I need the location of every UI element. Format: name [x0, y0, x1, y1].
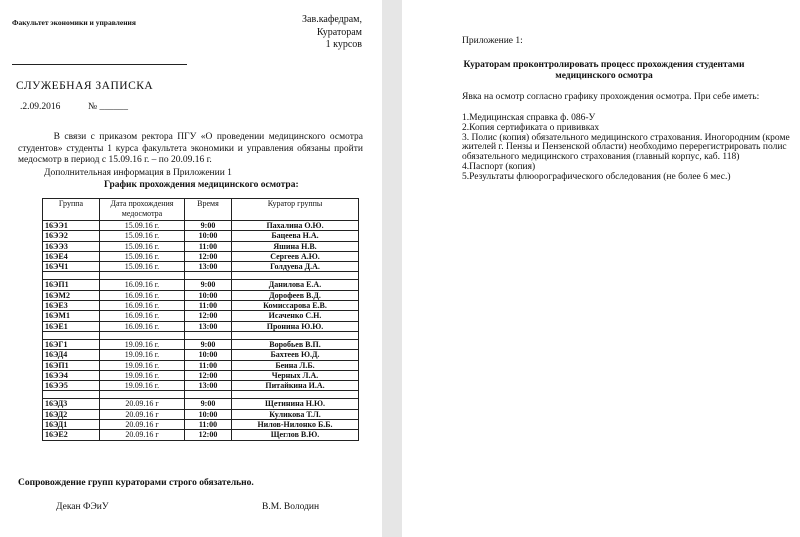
- table-spacer-row: [43, 331, 359, 339]
- appendix-title: Кураторам проконтролировать процесс прохождения студентами медицинского осмотра: [463, 60, 745, 81]
- curator-cell: [232, 272, 359, 280]
- addressee-block: [302, 14, 362, 52]
- group-cell: 16ЭЕ1: [43, 321, 100, 331]
- addressee-line: 1 курсов: [325, 39, 362, 50]
- requirements-list: [462, 114, 800, 183]
- memo-body: [18, 132, 363, 167]
- time-cell: 10:00: [185, 290, 232, 300]
- time-cell: 9:00: [185, 221, 232, 231]
- table-row: [43, 430, 359, 440]
- table-row: [43, 399, 359, 409]
- group-cell: 16ЭП1: [43, 280, 100, 290]
- list-item: 2.Копия сертификата о прививках: [462, 122, 600, 133]
- group-cell: 16ЭД4: [43, 350, 100, 360]
- time-cell: 9:00: [185, 399, 232, 409]
- table-row: [43, 262, 359, 272]
- table-row: [43, 409, 359, 419]
- date-cell: 16.09.16 г.: [100, 290, 185, 300]
- curator-cell: Питайкина И.А.: [232, 381, 359, 391]
- curator-cell: Куликова Т.Л.: [232, 409, 359, 419]
- date-cell: 15.09.16 г.: [100, 262, 185, 272]
- date-cell: 20.09.16 г: [100, 420, 185, 430]
- date-cell: 16.09.16 г.: [100, 280, 185, 290]
- group-cell: 16ЭЭ2: [43, 231, 100, 241]
- group-cell: 16ЭД2: [43, 409, 100, 419]
- curator-cell: Исаченко С.Н.: [232, 311, 359, 321]
- curator-cell: Щеглов В.Ю.: [232, 430, 359, 440]
- header-date: Дата прохождения медосмотра: [100, 199, 185, 221]
- dean-title: Декан ФЭиУ: [56, 502, 109, 512]
- list-item: 3. Полис (копия) обязательного медицинского страхования. Иногородним (кроме жителей г. Пензы и Пензенской области) необходимо перерегистрировать полис обязательного медицинского страхования (главный корпус, каб. 118): [462, 132, 790, 163]
- list-item: 1.Медицинская справка ф. 086-У: [462, 113, 596, 123]
- time-cell: 11:00: [185, 241, 232, 251]
- time-cell: 13:00: [185, 321, 232, 331]
- table-row: [43, 311, 359, 321]
- additional-info: Дополнительная информация в Приложении 1: [44, 168, 232, 178]
- signatory-name: В.М. Володин: [262, 502, 320, 512]
- curator-cell: Бахтеев Ю.Д.: [232, 350, 359, 360]
- addressee-line: Кураторам: [316, 26, 362, 38]
- curator-cell: Дорофеев В.Д.: [232, 290, 359, 300]
- table-row: [43, 301, 359, 311]
- curator-cell: Черных Л.А.: [232, 370, 359, 380]
- group-cell: 16ЭМ1: [43, 311, 100, 321]
- table-row: [43, 339, 359, 349]
- table-row: [43, 241, 359, 251]
- group-cell: 16ЭЧ1: [43, 262, 100, 272]
- date-cell: 16.09.16 г.: [100, 301, 185, 311]
- table-spacer-row: [43, 391, 359, 399]
- table-row: [43, 251, 359, 261]
- table-row: [43, 231, 359, 241]
- time-cell: [185, 272, 232, 280]
- table-row: [43, 360, 359, 370]
- date-cell: 19.09.16 г.: [100, 381, 185, 391]
- group-cell: 16ЭЭ5: [43, 381, 100, 391]
- date-cell: [100, 331, 185, 339]
- time-cell: 13:00: [185, 381, 232, 391]
- time-cell: 11:00: [185, 301, 232, 311]
- curator-cell: Щетинина Н.Ю.: [232, 399, 359, 409]
- appendix-intro: Явка на осмотр согласно графику прохождения осмотра. При себе иметь:: [462, 92, 760, 102]
- page-one: [0, 0, 382, 537]
- group-cell: 16ЭД1: [43, 420, 100, 430]
- curator-cell: Пахалина О.Ю.: [232, 221, 359, 231]
- group-cell: 16ЭЭ1: [43, 221, 100, 231]
- date-cell: 19.09.16 г.: [100, 370, 185, 380]
- group-cell: [43, 391, 100, 399]
- date-cell: 19.09.16 г.: [100, 360, 185, 370]
- date-cell: 15.09.16 г.: [100, 251, 185, 261]
- date-cell: 20.09.16 г: [100, 409, 185, 419]
- group-cell: 16ЭЭ4: [43, 370, 100, 380]
- time-cell: 12:00: [185, 311, 232, 321]
- table-row: [43, 370, 359, 380]
- time-cell: [185, 391, 232, 399]
- time-cell: 9:00: [185, 280, 232, 290]
- time-cell: 12:00: [185, 430, 232, 440]
- time-cell: 12:00: [185, 251, 232, 261]
- memo-number: № ______: [88, 102, 128, 112]
- table-row: [43, 420, 359, 430]
- page-two: [402, 0, 800, 537]
- group-cell: 16ЭГ1: [43, 339, 100, 349]
- time-cell: 10:00: [185, 409, 232, 419]
- memo-body-text: В связи с приказом ректора ПГУ «О проведении медицинского осмотра студентов» студенты 1 курса факультета экономики и управления обязаны пройти медосмотр в период с 15.09.16 г. – по 20.09.16 г.: [18, 132, 364, 165]
- curator-cell: Беина Л.Б.: [232, 360, 359, 370]
- faculty-name: Факультет экономики и управления: [12, 18, 136, 27]
- time-cell: 10:00: [185, 231, 232, 241]
- date-cell: 16.09.16 г.: [100, 311, 185, 321]
- list-item: 4.Паспорт (копия): [462, 161, 536, 172]
- group-cell: 16ЭМ2: [43, 290, 100, 300]
- table-row: [43, 290, 359, 300]
- group-cell: [43, 272, 100, 280]
- time-cell: 13:00: [185, 262, 232, 272]
- list-item: 5.Результаты флюорографического обследования (не более 6 мес.): [462, 171, 731, 182]
- curator-cell: [232, 331, 359, 339]
- table-row: [43, 381, 359, 391]
- escort-note: Сопровождение групп кураторами строго обязательно.: [18, 478, 254, 488]
- header-rule: [12, 64, 187, 65]
- group-cell: [43, 331, 100, 339]
- appendix-label: Приложение 1:: [462, 36, 523, 46]
- schedule-table: [42, 198, 359, 441]
- curator-cell: Бацеева Н.А.: [232, 231, 359, 241]
- time-cell: 11:00: [185, 360, 232, 370]
- memo-date: .2.09.2016: [20, 102, 61, 112]
- header-curator: Куратор группы: [232, 199, 359, 221]
- schedule-rows: [43, 221, 359, 441]
- group-cell: 16ЭП1: [43, 360, 100, 370]
- time-cell: [185, 331, 232, 339]
- curator-cell: Нилов-Нилонко Б.Б.: [232, 420, 359, 430]
- group-cell: 16ЭЕ4: [43, 251, 100, 261]
- group-cell: 16ЭД3: [43, 399, 100, 409]
- addressee-line: Зав.кафедрам,: [302, 14, 362, 25]
- date-cell: 20.09.16 г: [100, 399, 185, 409]
- curator-cell: [232, 391, 359, 399]
- time-cell: 9:00: [185, 339, 232, 349]
- curator-cell: Пронина Ю.Ю.: [232, 321, 359, 331]
- date-cell: 15.09.16 г.: [100, 221, 185, 231]
- memo-title: СЛУЖЕБНАЯ ЗАПИСКА: [16, 80, 154, 92]
- table-spacer-row: [43, 272, 359, 280]
- date-cell: 15.09.16 г.: [100, 231, 185, 241]
- table-row: [43, 350, 359, 360]
- header-time: Время: [185, 199, 232, 221]
- schedule-title: График прохождения медицинского осмотра:: [104, 180, 299, 190]
- time-cell: 11:00: [185, 420, 232, 430]
- date-cell: [100, 272, 185, 280]
- time-cell: 10:00: [185, 350, 232, 360]
- date-cell: 20.09.16 г: [100, 430, 185, 440]
- curator-cell: Сергеев А.Ю.: [232, 251, 359, 261]
- time-cell: 12:00: [185, 370, 232, 380]
- date-cell: [100, 391, 185, 399]
- curator-cell: Голдуева Д.А.: [232, 262, 359, 272]
- group-cell: 16ЭЕ2: [43, 430, 100, 440]
- date-cell: 16.09.16 г.: [100, 321, 185, 331]
- header-group: Группа: [43, 199, 100, 221]
- date-cell: 19.09.16 г.: [100, 350, 185, 360]
- table-row: [43, 321, 359, 331]
- table-row: [43, 221, 359, 231]
- curator-cell: Комиссарова Е.В.: [232, 301, 359, 311]
- group-cell: 16ЭЕ3: [43, 301, 100, 311]
- curator-cell: Воробьев В.П.: [232, 339, 359, 349]
- curator-cell: Яшина Н.В.: [232, 241, 359, 251]
- date-cell: 15.09.16 г.: [100, 241, 185, 251]
- group-cell: 16ЭЭ3: [43, 241, 100, 251]
- date-cell: 19.09.16 г.: [100, 339, 185, 349]
- curator-cell: Данилова Е.А.: [232, 280, 359, 290]
- table-row: [43, 280, 359, 290]
